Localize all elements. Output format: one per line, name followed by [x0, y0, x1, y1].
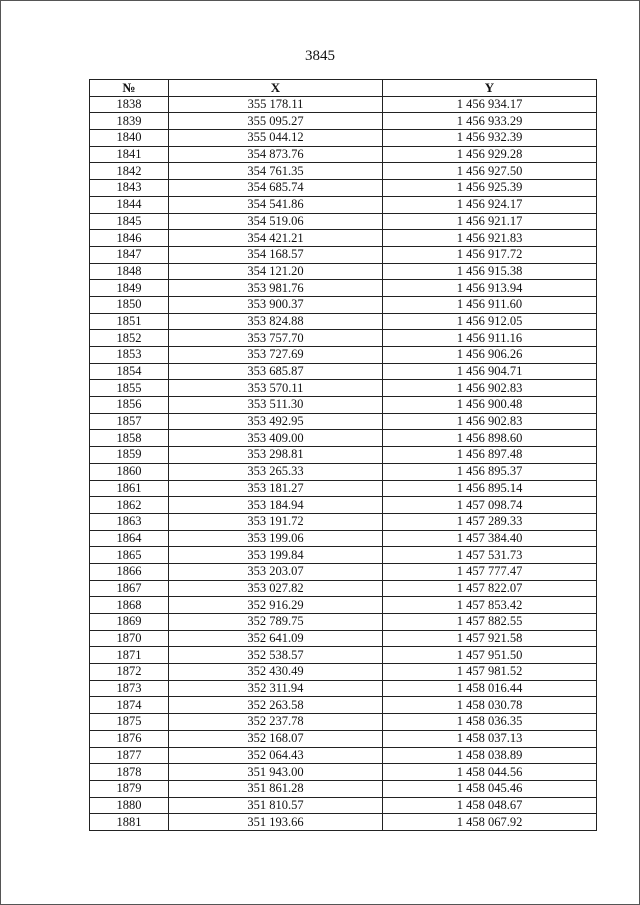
table-row	[90, 330, 597, 347]
cell-y: 1 456 912.05	[383, 313, 597, 330]
cell-number: 1852	[90, 330, 169, 347]
cell-y: 1 456 921.17	[383, 213, 597, 230]
cell-number: 1870	[90, 630, 169, 647]
cell-number: 1878	[90, 764, 169, 781]
cell-x: 352 237.78	[169, 714, 383, 731]
cell-x: 352 430.49	[169, 664, 383, 681]
cell-number: 1851	[90, 313, 169, 330]
cell-x: 351 861.28	[169, 780, 383, 797]
cell-x: 353 181.27	[169, 480, 383, 497]
cell-x: 355 178.11	[169, 96, 383, 113]
cell-x: 351 943.00	[169, 764, 383, 781]
cell-x: 353 685.87	[169, 363, 383, 380]
cell-number: 1868	[90, 597, 169, 614]
table-row	[90, 213, 597, 230]
table-row	[90, 196, 597, 213]
cell-y: 1 456 902.83	[383, 380, 597, 397]
cell-y: 1 456 906.26	[383, 347, 597, 364]
cell-y: 1 457 384.40	[383, 530, 597, 547]
table-row	[90, 347, 597, 364]
cell-y: 1 458 030.78	[383, 697, 597, 714]
cell-number: 1867	[90, 580, 169, 597]
cell-x: 354 685.74	[169, 180, 383, 197]
table-row	[90, 513, 597, 530]
table-header-row	[90, 80, 597, 97]
cell-x: 353 027.82	[169, 580, 383, 597]
table-row	[90, 614, 597, 631]
cell-x: 352 538.57	[169, 647, 383, 664]
cell-x: 352 789.75	[169, 614, 383, 631]
table-row	[90, 163, 597, 180]
cell-x: 354 168.57	[169, 246, 383, 263]
cell-number: 1866	[90, 563, 169, 580]
table-row	[90, 480, 597, 497]
cell-number: 1839	[90, 113, 169, 130]
table-row	[90, 630, 597, 647]
table-row	[90, 280, 597, 297]
table-row	[90, 647, 597, 664]
cell-number: 1850	[90, 296, 169, 313]
table-row	[90, 180, 597, 197]
cell-x: 352 641.09	[169, 630, 383, 647]
cell-x: 353 981.76	[169, 280, 383, 297]
cell-x: 353 191.72	[169, 513, 383, 530]
cell-number: 1873	[90, 680, 169, 697]
cell-number: 1877	[90, 747, 169, 764]
cell-x: 352 168.07	[169, 730, 383, 747]
table-row	[90, 764, 597, 781]
cell-number: 1862	[90, 497, 169, 514]
cell-number: 1843	[90, 180, 169, 197]
cell-y: 1 456 934.17	[383, 96, 597, 113]
cell-y: 1 456 895.37	[383, 463, 597, 480]
cell-x: 353 727.69	[169, 347, 383, 364]
cell-x: 353 824.88	[169, 313, 383, 330]
cell-y: 1 456 932.39	[383, 130, 597, 147]
table-row	[90, 547, 597, 564]
table-row	[90, 680, 597, 697]
table-row	[90, 263, 597, 280]
table-row	[90, 730, 597, 747]
cell-number: 1871	[90, 647, 169, 664]
cell-y: 1 456 925.39	[383, 180, 597, 197]
cell-y: 1 456 924.17	[383, 196, 597, 213]
cell-x: 354 421.21	[169, 230, 383, 247]
cell-number: 1841	[90, 146, 169, 163]
coordinates-table	[89, 79, 597, 831]
table-row	[90, 246, 597, 263]
page-number: 3845	[305, 48, 335, 64]
cell-number: 1849	[90, 280, 169, 297]
cell-number: 1879	[90, 780, 169, 797]
table-row	[90, 230, 597, 247]
cell-y: 1 456 933.29	[383, 113, 597, 130]
table-row	[90, 130, 597, 147]
cell-y: 1 457 289.33	[383, 513, 597, 530]
cell-y: 1 458 044.56	[383, 764, 597, 781]
cell-number: 1840	[90, 130, 169, 147]
cell-y: 1 457 777.47	[383, 563, 597, 580]
cell-y: 1 458 048.67	[383, 797, 597, 814]
cell-number: 1848	[90, 263, 169, 280]
table-row	[90, 313, 597, 330]
cell-y: 1 456 900.48	[383, 397, 597, 414]
cell-number: 1847	[90, 246, 169, 263]
cell-number: 1881	[90, 814, 169, 831]
table-row	[90, 296, 597, 313]
cell-x: 354 519.06	[169, 213, 383, 230]
table-row	[90, 397, 597, 414]
cell-x: 353 203.07	[169, 563, 383, 580]
cell-number: 1856	[90, 397, 169, 414]
table-row	[90, 413, 597, 430]
table-row	[90, 497, 597, 514]
cell-y: 1 458 038.89	[383, 747, 597, 764]
table-row	[90, 146, 597, 163]
cell-y: 1 456 902.83	[383, 413, 597, 430]
cell-number: 1875	[90, 714, 169, 731]
table-row	[90, 664, 597, 681]
cell-y: 1 457 882.55	[383, 614, 597, 631]
cell-number: 1853	[90, 347, 169, 364]
cell-number: 1869	[90, 614, 169, 631]
cell-x: 353 511.30	[169, 397, 383, 414]
cell-x: 353 199.84	[169, 547, 383, 564]
cell-y: 1 456 897.48	[383, 447, 597, 464]
cell-x: 353 265.33	[169, 463, 383, 480]
header-x: X	[169, 80, 383, 97]
cell-y: 1 457 822.07	[383, 580, 597, 597]
table-row	[90, 780, 597, 797]
table-row	[90, 380, 597, 397]
table-row	[90, 447, 597, 464]
cell-y: 1 456 929.28	[383, 146, 597, 163]
cell-y: 1 456 911.60	[383, 296, 597, 313]
header-y: Y	[383, 80, 597, 97]
cell-y: 1 458 067.92	[383, 814, 597, 831]
cell-x: 351 193.66	[169, 814, 383, 831]
table-row	[90, 363, 597, 380]
cell-x: 354 541.86	[169, 196, 383, 213]
cell-y: 1 458 037.13	[383, 730, 597, 747]
table-row	[90, 530, 597, 547]
table-row	[90, 814, 597, 831]
cell-number: 1855	[90, 380, 169, 397]
cell-x: 353 409.00	[169, 430, 383, 447]
cell-y: 1 457 921.58	[383, 630, 597, 647]
cell-number: 1842	[90, 163, 169, 180]
cell-x: 354 873.76	[169, 146, 383, 163]
table-row	[90, 463, 597, 480]
cell-x: 353 757.70	[169, 330, 383, 347]
table-row	[90, 714, 597, 731]
cell-number: 1854	[90, 363, 169, 380]
cell-y: 1 457 531.73	[383, 547, 597, 564]
table-row	[90, 797, 597, 814]
cell-y: 1 456 911.16	[383, 330, 597, 347]
cell-y: 1 458 016.44	[383, 680, 597, 697]
cell-number: 1857	[90, 413, 169, 430]
cell-number: 1859	[90, 447, 169, 464]
cell-number: 1846	[90, 230, 169, 247]
cell-x: 352 916.29	[169, 597, 383, 614]
cell-number: 1845	[90, 213, 169, 230]
table-body	[90, 96, 597, 830]
cell-x: 352 311.94	[169, 680, 383, 697]
cell-y: 1 456 904.71	[383, 363, 597, 380]
cell-number: 1874	[90, 697, 169, 714]
cell-x: 353 199.06	[169, 530, 383, 547]
cell-y: 1 457 981.52	[383, 664, 597, 681]
cell-x: 354 761.35	[169, 163, 383, 180]
cell-number: 1864	[90, 530, 169, 547]
cell-x: 351 810.57	[169, 797, 383, 814]
cell-y: 1 457 853.42	[383, 597, 597, 614]
cell-x: 353 298.81	[169, 447, 383, 464]
table-row	[90, 113, 597, 130]
cell-y: 1 456 913.94	[383, 280, 597, 297]
cell-x: 352 064.43	[169, 747, 383, 764]
cell-number: 1858	[90, 430, 169, 447]
table-row	[90, 697, 597, 714]
cell-y: 1 456 921.83	[383, 230, 597, 247]
cell-x: 352 263.58	[169, 697, 383, 714]
cell-y: 1 456 917.72	[383, 246, 597, 263]
cell-number: 1844	[90, 196, 169, 213]
cell-x: 353 492.95	[169, 413, 383, 430]
cell-number: 1860	[90, 463, 169, 480]
cell-number: 1872	[90, 664, 169, 681]
table-row	[90, 430, 597, 447]
cell-y: 1 456 895.14	[383, 480, 597, 497]
cell-x: 353 900.37	[169, 296, 383, 313]
cell-y: 1 456 927.50	[383, 163, 597, 180]
cell-x: 354 121.20	[169, 263, 383, 280]
header-number: №	[90, 80, 169, 97]
cell-y: 1 456 898.60	[383, 430, 597, 447]
cell-y: 1 457 098.74	[383, 497, 597, 514]
cell-number: 1876	[90, 730, 169, 747]
cell-number: 1838	[90, 96, 169, 113]
cell-y: 1 456 915.38	[383, 263, 597, 280]
cell-number: 1861	[90, 480, 169, 497]
table-row	[90, 96, 597, 113]
table-row	[90, 563, 597, 580]
cell-x: 353 184.94	[169, 497, 383, 514]
table-row	[90, 597, 597, 614]
table-row	[90, 580, 597, 597]
cell-number: 1863	[90, 513, 169, 530]
table-row	[90, 747, 597, 764]
cell-number: 1880	[90, 797, 169, 814]
cell-y: 1 457 951.50	[383, 647, 597, 664]
cell-x: 355 095.27	[169, 113, 383, 130]
cell-x: 353 570.11	[169, 380, 383, 397]
cell-x: 355 044.12	[169, 130, 383, 147]
cell-y: 1 458 045.46	[383, 780, 597, 797]
cell-y: 1 458 036.35	[383, 714, 597, 731]
cell-number: 1865	[90, 547, 169, 564]
